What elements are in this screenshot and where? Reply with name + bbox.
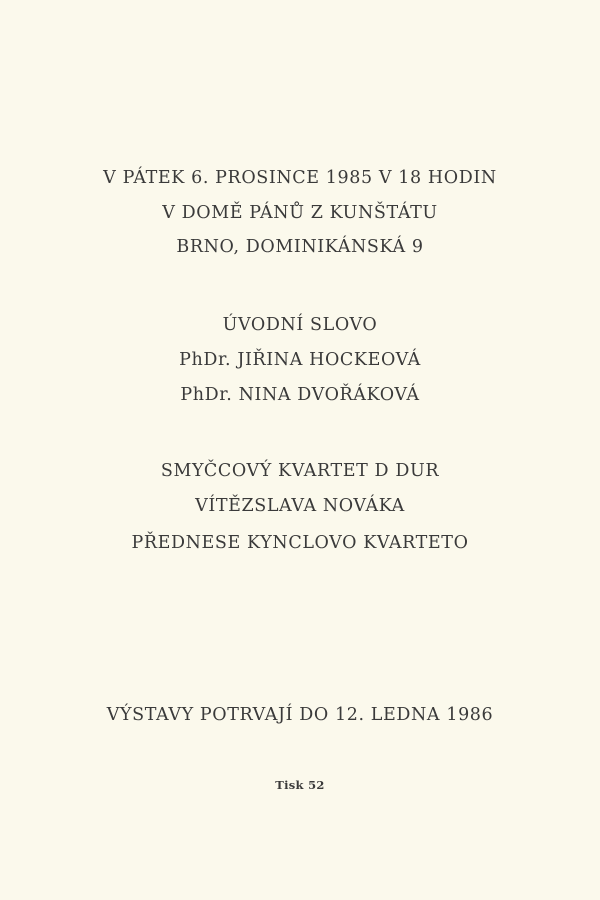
opening-heading: ÚVODNÍ SLOVO bbox=[222, 315, 378, 335]
speaker-1: PhDr. JIŘINA HOCKEOVÁ bbox=[179, 350, 421, 370]
music-piece: SMYČCOVÝ KVARTET D DUR bbox=[160, 461, 440, 481]
music-performer: PŘEDNESE KYNCLOVO KVARTETO bbox=[131, 533, 469, 553]
speaker-2: PhDr. NINA DVOŘÁKOVÁ bbox=[180, 385, 420, 405]
music-composer: VÍTĚZSLAVA NOVÁKA bbox=[195, 496, 405, 516]
event-address-line: BRNO, DOMINIKÁNSKÁ 9 bbox=[176, 237, 424, 257]
event-venue-line: V DOMĚ PÁNŮ Z KUNŠTÁTU bbox=[162, 203, 438, 223]
print-note: Tisk 52 bbox=[275, 778, 325, 792]
event-date-line: V PÁTEK 6. PROSINCE 1985 V 18 HODIN bbox=[103, 168, 497, 188]
exhibition-duration: VÝSTAVY POTRVAJÍ DO 12. LEDNA 1986 bbox=[106, 705, 494, 725]
